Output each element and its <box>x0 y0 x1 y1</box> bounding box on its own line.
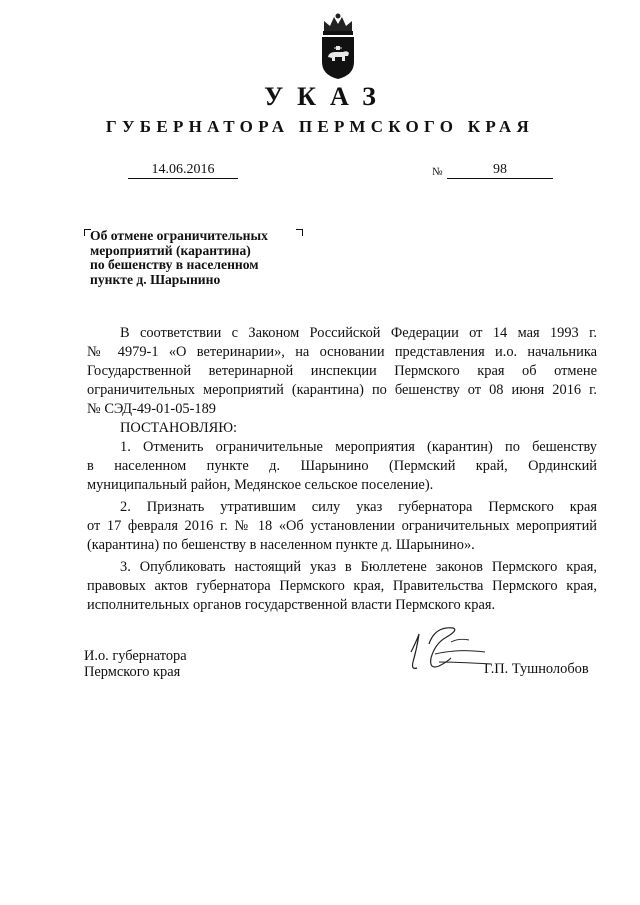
heading-line: Об отмене ограничительных <box>90 228 268 243</box>
decree-heading <box>90 229 300 287</box>
clause-1 <box>87 438 597 495</box>
coat-of-arms-icon <box>314 12 362 80</box>
paragraph-line: 2. Признать утратившим силу указ губернатора Пермского края <box>120 499 597 515</box>
paragraph-line: от 17 февраля 2016 г. № 18 «Об установлении ограничительных мероприятий <box>87 518 597 534</box>
signatory-name: Г.П. Тушнолобов <box>484 661 589 677</box>
position-line: Пермского края <box>84 664 181 680</box>
heading-line: по бешенству в населенном <box>90 257 259 272</box>
heading-line: пункте д. Шарынино <box>90 271 221 287</box>
decree-word: ПОСТАНОВЛЯЮ: <box>120 420 238 436</box>
paragraph-line: (карантина) по бешенству в населенном пункте д. Шарынино». <box>87 537 475 553</box>
paragraph-line: ограничительных мероприятий (карантина) по бешенству от 08 июня 2016 г. <box>87 382 597 398</box>
paragraph-line: № СЭД-49-01-05-189 <box>87 401 216 417</box>
position-line: И.о. губернатора <box>84 648 187 664</box>
preamble-paragraph <box>87 324 597 419</box>
document-title: УКАЗ <box>264 82 390 111</box>
paragraph-line: муниципальный район, Медянское сельское поселение). <box>87 477 434 493</box>
clause-3 <box>87 558 597 615</box>
paragraph-line: В соответствии с Законом Российской Федерации от 14 мая 1993 г. <box>120 325 597 341</box>
paragraph-line: 3. Опубликовать настоящий указ в Бюллетене законов Пермского края, <box>120 559 597 575</box>
paragraph-line: в населенном пункте д. Шарынино (Пермский край, Ординский <box>87 458 597 474</box>
paragraph-line: Государственной ветеринарной инспекции Пермского края об отмене <box>87 363 597 379</box>
number-label: № <box>432 166 443 178</box>
decree-date: 14.06.2016 <box>128 162 238 179</box>
paragraph-line: 1. Отменить ограничительные мероприятия (карантин) по бешенству <box>120 439 597 455</box>
paragraph-line: № 4979-1 «О ветеринарии», на основании представления и.о. начальника <box>87 344 597 360</box>
signature-icon <box>395 618 495 680</box>
decree-number: 98 <box>447 162 553 179</box>
document-subtitle: ГУБЕРНАТОРА ПЕРМСКОГО КРАЯ <box>105 117 535 136</box>
clause-2 <box>87 498 597 555</box>
signatory-position <box>84 648 187 680</box>
heading-line: мероприятий (карантина) <box>90 242 251 258</box>
paragraph-line: исполнительных органов государственной власти Пермского края. <box>87 597 496 613</box>
paragraph-line: правовых актов губернатора Пермского края, Правительства Пермского края, <box>87 578 597 594</box>
